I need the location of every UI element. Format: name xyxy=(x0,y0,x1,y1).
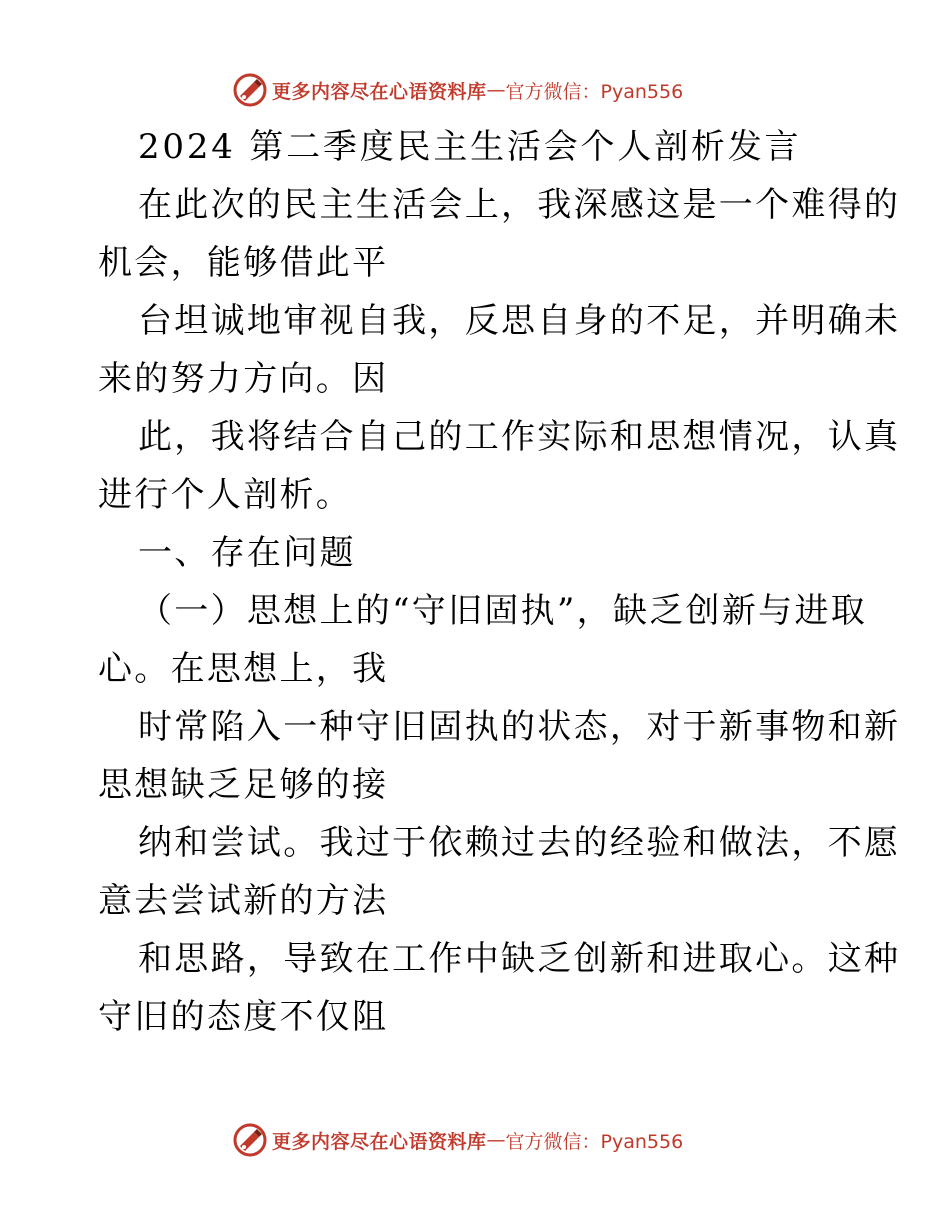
body-line: 和思路，导致在工作中缺乏创新和进取心。这种 xyxy=(138,939,901,979)
banner-separator: — xyxy=(486,1129,506,1151)
body-line: 台坦诚地审视自我，反思自身的不足，并明确未 xyxy=(138,301,901,341)
body-line: 意去尝试新的方法 xyxy=(98,881,389,921)
banner-site-text: 更多内容尽在心语资料库 xyxy=(272,80,487,103)
banner-site-text: 更多内容尽在心语资料库 xyxy=(272,1130,487,1153)
banner-wechat-text: 官方微信：Pyan556 xyxy=(505,1130,684,1153)
subsection-heading: （一）思想上的“守旧固执”，缺乏创新与进取 xyxy=(138,591,868,631)
pen-nib-logo-icon xyxy=(232,72,268,108)
body-line: 来的努力方向。因 xyxy=(98,359,389,399)
body-line: 守旧的态度不仅阻 xyxy=(98,997,389,1037)
banner-wechat-text: 官方微信：Pyan556 xyxy=(505,80,684,103)
header-banner[interactable] xyxy=(232,70,712,110)
document-title: 2024 第二季度民主生活会个人剖析发言 xyxy=(138,127,802,167)
body-line: 思想缺乏足够的接 xyxy=(98,765,389,805)
body-line: 在此次的民主生活会上，我深感这是一个难得的 xyxy=(138,185,901,225)
body-line: 此，我将结合自己的工作实际和思想情况，认真 xyxy=(138,417,901,457)
pen-nib-logo-icon xyxy=(232,1122,268,1158)
body-line: 机会，能够借此平 xyxy=(98,243,389,283)
document-body xyxy=(98,118,901,1046)
footer-banner[interactable] xyxy=(232,1120,712,1160)
body-line: 心。在思想上，我 xyxy=(98,649,389,689)
body-line: 进行个人剖析。 xyxy=(98,475,353,515)
banner-separator: — xyxy=(486,79,506,101)
section-heading: 一、存在问题 xyxy=(138,533,356,573)
body-line: 纳和尝试。我过于依赖过去的经验和做法，不愿 xyxy=(138,823,901,863)
body-line: 时常陷入一种守旧固执的状态，对于新事物和新 xyxy=(138,707,901,747)
